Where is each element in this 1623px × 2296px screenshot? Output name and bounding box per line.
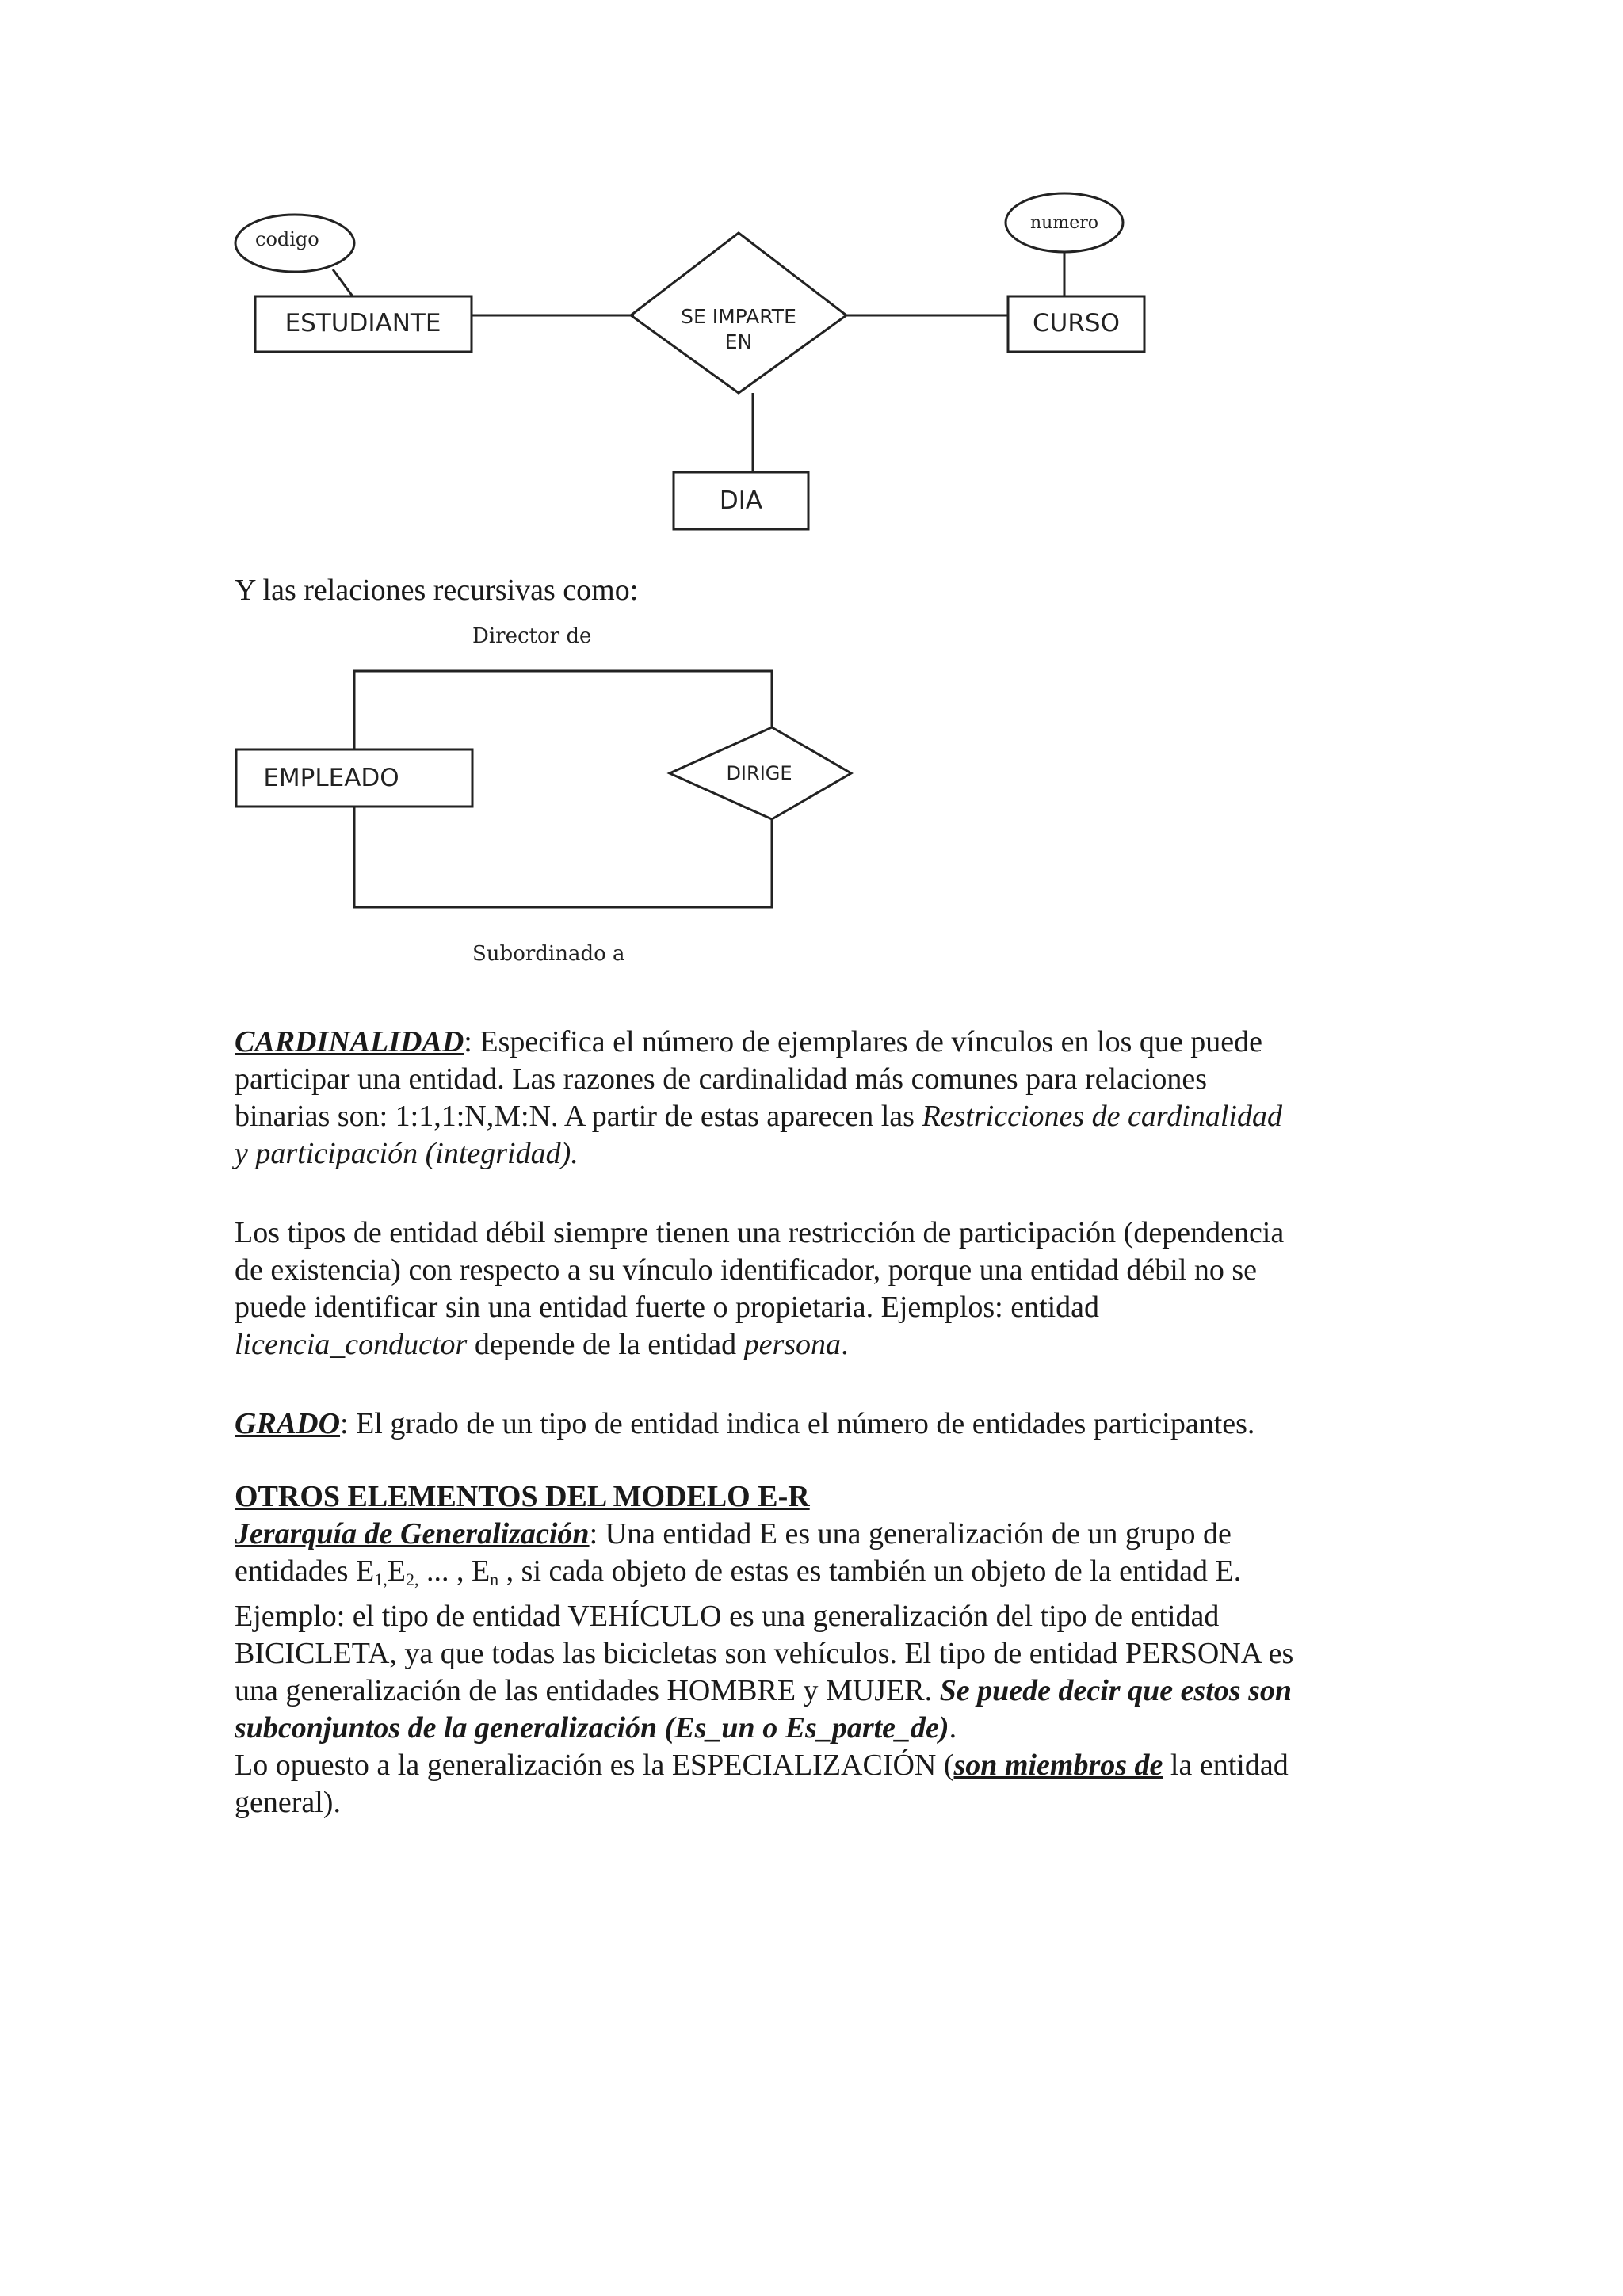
grado-paragraph — [235, 1405, 1407, 1443]
debil-line-2: de existencia) con respecto a su vínculo identificador, porque una entidad débil no se — [235, 1253, 1258, 1287]
cardinalidad-line-1: : Especifica el número de ejemplares de vínculos en los que puede — [464, 1025, 1262, 1058]
subscript-n: n — [490, 1569, 499, 1589]
debil-line-1: Los tipos de entidad débil siempre tienen una restricción de participación (dependencia — [235, 1216, 1285, 1249]
attribute-codigo-link — [333, 269, 353, 296]
otros-line-2a: entidades E — [235, 1554, 375, 1588]
debil-line-4: depende de la entidad — [467, 1328, 744, 1361]
debil-line-3: puede identificar sin una entidad fuerte o propietaria. Ejemplos: entidad — [235, 1291, 1100, 1324]
role-subordinado-label: Subordinado a — [472, 942, 625, 966]
entity-dia-label: DIA — [719, 486, 763, 515]
otros-line-7c: la entidad — [1163, 1749, 1289, 1782]
relation-dirige-label: DIRIGE — [726, 762, 792, 784]
cardinalidad-term: CARDINALIDAD — [235, 1025, 464, 1058]
er-diagram-recursive — [0, 602, 1623, 982]
attribute-codigo-label: codigo — [255, 228, 319, 250]
role-director-label: Director de — [472, 624, 592, 648]
er-diagram-ternary — [0, 0, 1623, 555]
debil-licencia: licencia_conductor — [235, 1328, 468, 1361]
recursive-intro: Y las relaciones recursivas como: — [235, 574, 639, 607]
son-miembros-de: son miembros de — [953, 1749, 1163, 1782]
relation-se-imparte-label-1: SE IMPARTE — [681, 305, 796, 328]
otros-line-4: BICICLETA, ya que todas las bicicletas son vehículos. El tipo de entidad PERSONA es — [235, 1637, 1294, 1670]
otros-line-2c: ... , E — [418, 1554, 491, 1588]
cardinalidad-line-3: binarias son: 1:1,1:N,M:N. A partir de estas aparecen las — [235, 1100, 922, 1133]
entity-curso-label: CURSO — [1033, 309, 1120, 338]
cardinalidad-line-2: participar una entidad. Las razones de cardinalidad más comunes para relaciones — [235, 1062, 1208, 1096]
otros-elementos-section — [235, 1478, 1407, 1821]
relation-se-imparte-label-2: EN — [724, 330, 753, 353]
otros-line-3: Ejemplo: el tipo de entidad VEHÍCULO es una generalización del tipo de entidad — [235, 1600, 1220, 1633]
entity-empleado-label: EMPLEADO — [263, 764, 399, 792]
grado-text: : El grado de un tipo de entidad indica el número de entidades participantes. — [340, 1407, 1255, 1440]
debil-persona: persona — [743, 1328, 842, 1361]
recursive-bottom-loop — [354, 807, 772, 907]
subscript-1: 1, — [374, 1569, 388, 1589]
otros-line-2b: E — [387, 1554, 406, 1588]
subscript-2: 2, — [405, 1569, 419, 1589]
otros-heading: OTROS ELEMENTOS DEL MODELO E-R — [235, 1480, 810, 1513]
cardinalidad-line-4: y participación (integridad). — [235, 1137, 579, 1170]
cardinalidad-restricciones: Restricciones de cardinalidad — [922, 1100, 1282, 1133]
otros-line-8: general). — [235, 1786, 341, 1819]
jerarquia-term: Jerarquía de Generalización — [235, 1517, 590, 1550]
attribute-numero-label: numero — [1030, 213, 1098, 233]
otros-line-2d: , si cada objeto de estas es también un objeto de la entidad E. — [498, 1554, 1242, 1588]
cardinalidad-paragraph — [235, 1024, 1407, 1173]
otros-line-5a: una generalización de las entidades HOMBRE y MUJER. — [235, 1674, 940, 1707]
debil-period: . — [841, 1328, 849, 1361]
recursive-top-loop — [354, 671, 772, 749]
otros-line-5b: Se puede decir que estos son — [939, 1674, 1292, 1707]
grado-term: GRADO — [235, 1407, 341, 1440]
entidad-debil-paragraph — [235, 1215, 1407, 1363]
otros-line-6b: . — [949, 1711, 957, 1745]
otros-line-6a: subconjuntos de la generalización (Es_un o Es_parte_de) — [235, 1711, 949, 1745]
entity-estudiante-label: ESTUDIANTE — [285, 309, 441, 338]
otros-line-1: : Una entidad E es una generalización de un grupo de — [589, 1517, 1232, 1550]
otros-line-7a: Lo opuesto a la generalización es la ESPECIALIZACIÓN ( — [235, 1749, 954, 1782]
